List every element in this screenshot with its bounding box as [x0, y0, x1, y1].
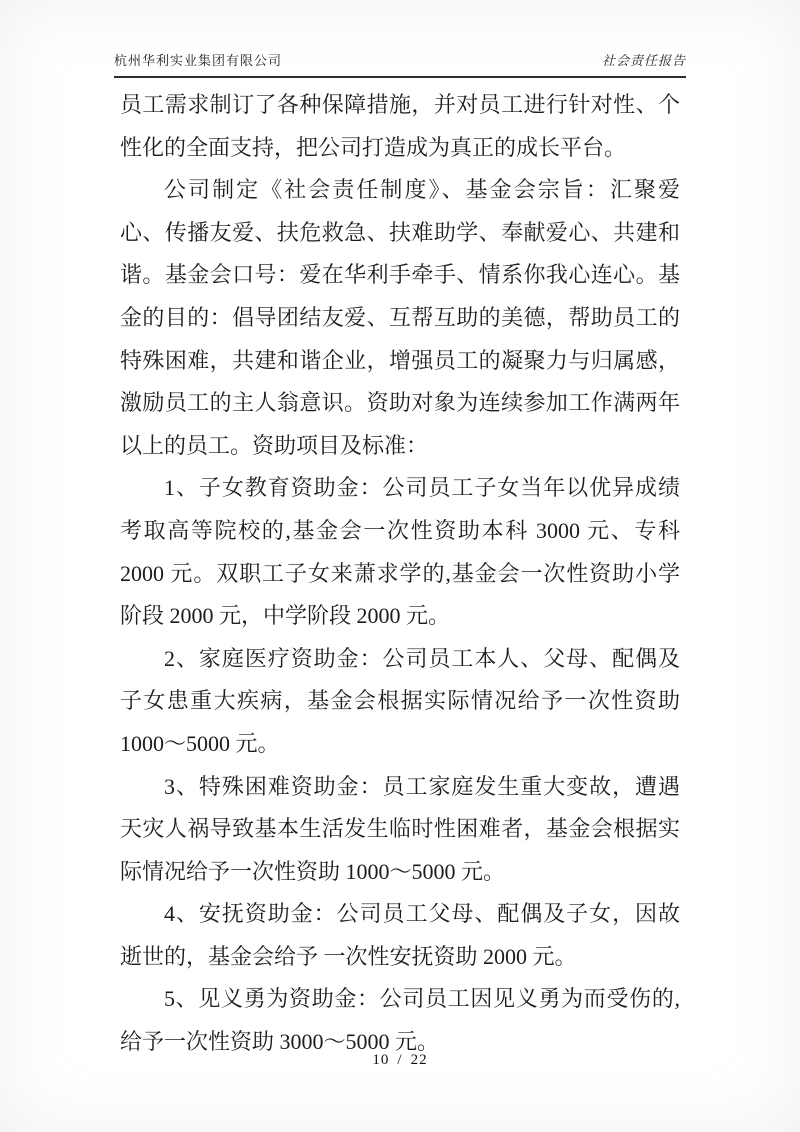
header-company-name: 杭州华利实业集团有限公司: [114, 53, 283, 68]
paragraph-item-4-condolence-grant: 4、安抚资助金：公司员工父母、配偶及子女，因故逝世的，基金会给予 一次性安抚资助 2000 元。: [120, 901, 680, 969]
paragraph-item-5-bravery-grant: 5、见义勇为资助金：公司员工因见义勇为而受伤的, 给予一次性资助 3000～5000 元。: [120, 986, 680, 1055]
paragraph-item-2-medical-grant: 2、家庭医疗资助金：公司员工本人、父母、配偶及子女患重大疾病，基金会根据实际情况给予一次性资助 1000～5000 元。: [120, 645, 680, 756]
page-number-current: 10: [372, 1052, 390, 1068]
page-number-total: 22: [410, 1052, 428, 1068]
paragraph-continuation: 员工需求制订了各种保障措施，并对员工进行针对性、个性化的全面支持，把公司打造成为真正的成长平台。: [120, 92, 680, 160]
page-footer: [0, 1052, 800, 1069]
page-header: [114, 50, 686, 78]
paragraph-item-3-hardship-grant: 3、特殊困难资助金：员工家庭发生重大变故，遭遇天灾人祸导致基本生活发生临时性困难者，基金会根据实际情况给予一次性资助 1000～5000 元。: [120, 773, 680, 884]
page-number-separator: /: [397, 1052, 403, 1068]
document-body: [120, 84, 680, 1064]
header-report-title: 社会责任报告: [601, 53, 686, 68]
paragraph-item-1-education-grant: 1、子女教育资助金：公司员工子女当年以优异成绩考取高等院校的,基金会一次性资助本科 3000 元、专科 2000 元。双职工子女来萧求学的,基金会一次性资助小学阶段 2000 元，中学阶段 2000 元。: [120, 475, 680, 629]
paragraph-foundation-purpose: 公司制定《社会责任制度》、基金会宗旨：汇聚爱心、传播友爱、扶危救急、扶难助学、奉献爱心、共建和谐。基金会口号：爱在华利手牵手、情系你我心连心。基金的目的：倡导团结友爱、互帮互助的美德，帮助员工的特殊困难，共建和谐企业，增强员工的凝聚力与归属感，激励员工的主人翁意识。资助对象为连续参加工作满两年以上的员工。资助项目及标准：: [120, 177, 680, 458]
